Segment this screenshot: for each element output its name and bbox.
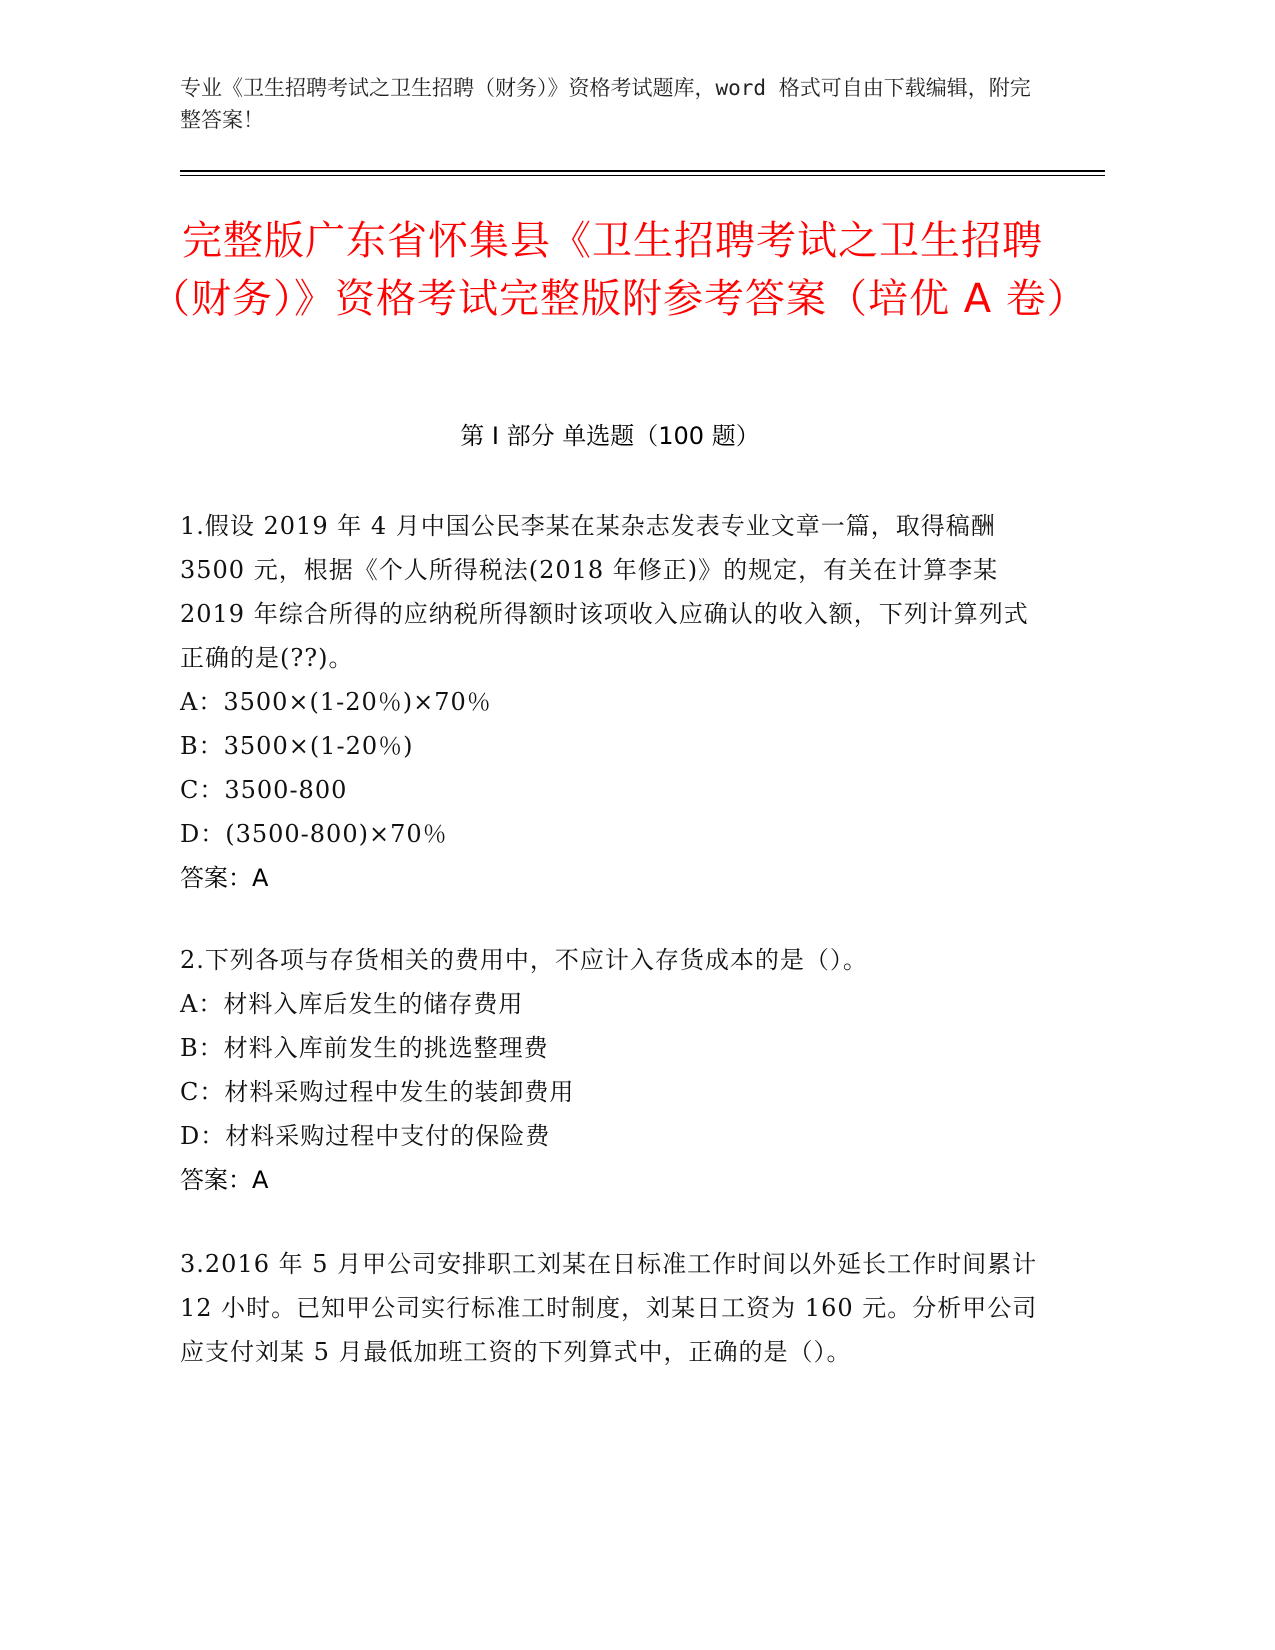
header-note: 专业《卫生招聘考试之卫生招聘（财务）》资格考试题库，word 格式可自由下载编辑，附完整答案！: [180, 76, 1031, 132]
option-c: C：材料采购过程中发生的装卸费用: [180, 1078, 575, 1106]
document-title: 完整版广东省怀集县《卫生招聘考试之卫生招聘（财务）》资格考试完整版附参考答案（培优 A 卷）: [150, 218, 1088, 322]
answer: 答案：A: [180, 864, 269, 892]
header-rule-top: [180, 170, 1105, 172]
question-2: [180, 938, 1040, 1202]
option-b: B：材料入库前发生的挑选整理费: [180, 1034, 549, 1062]
option-d: D：(3500-800)×70％: [180, 820, 448, 848]
answer: 答案：A: [180, 1166, 269, 1194]
question-1: [180, 504, 1040, 900]
question-3: [180, 1242, 1040, 1374]
option-a: A：材料入库后发生的储存费用: [180, 990, 524, 1018]
section-title: 第 I 部分 单选题（100 题）: [460, 422, 760, 450]
option-c: C：3500-800: [180, 776, 348, 804]
option-a: A：3500×(1-20％)×70％: [180, 688, 492, 716]
option-d: D：材料采购过程中支付的保险费: [180, 1122, 551, 1150]
option-b: B：3500×(1-20％): [180, 732, 414, 760]
question-text: 3.2016 年 5 月甲公司安排职工刘某在日标准工作时间以外延长工作时间累计 12 小时。已知甲公司实行标准工时制度，刘某日工资为 160 元。分析甲公司应支付刘某 5 月最低加班工资的下列算式中，正确的是（）。: [180, 1250, 1038, 1366]
question-text: 1.假设 2019 年 4 月中国公民李某在某杂志发表专业文章一篇，取得稿酬 3500 元，根据《个人所得税法(2018 年修正)》的规定，有关在计算李某 2019 年综合所得的应纳税所得额时该项收入应确认的收入额，下列计算列式正确的是(??)。: [180, 512, 1029, 672]
header-rule-bottom: [180, 175, 1105, 176]
question-text: 2.下列各项与存货相关的费用中，不应计入存货成本的是（）。: [180, 946, 868, 974]
